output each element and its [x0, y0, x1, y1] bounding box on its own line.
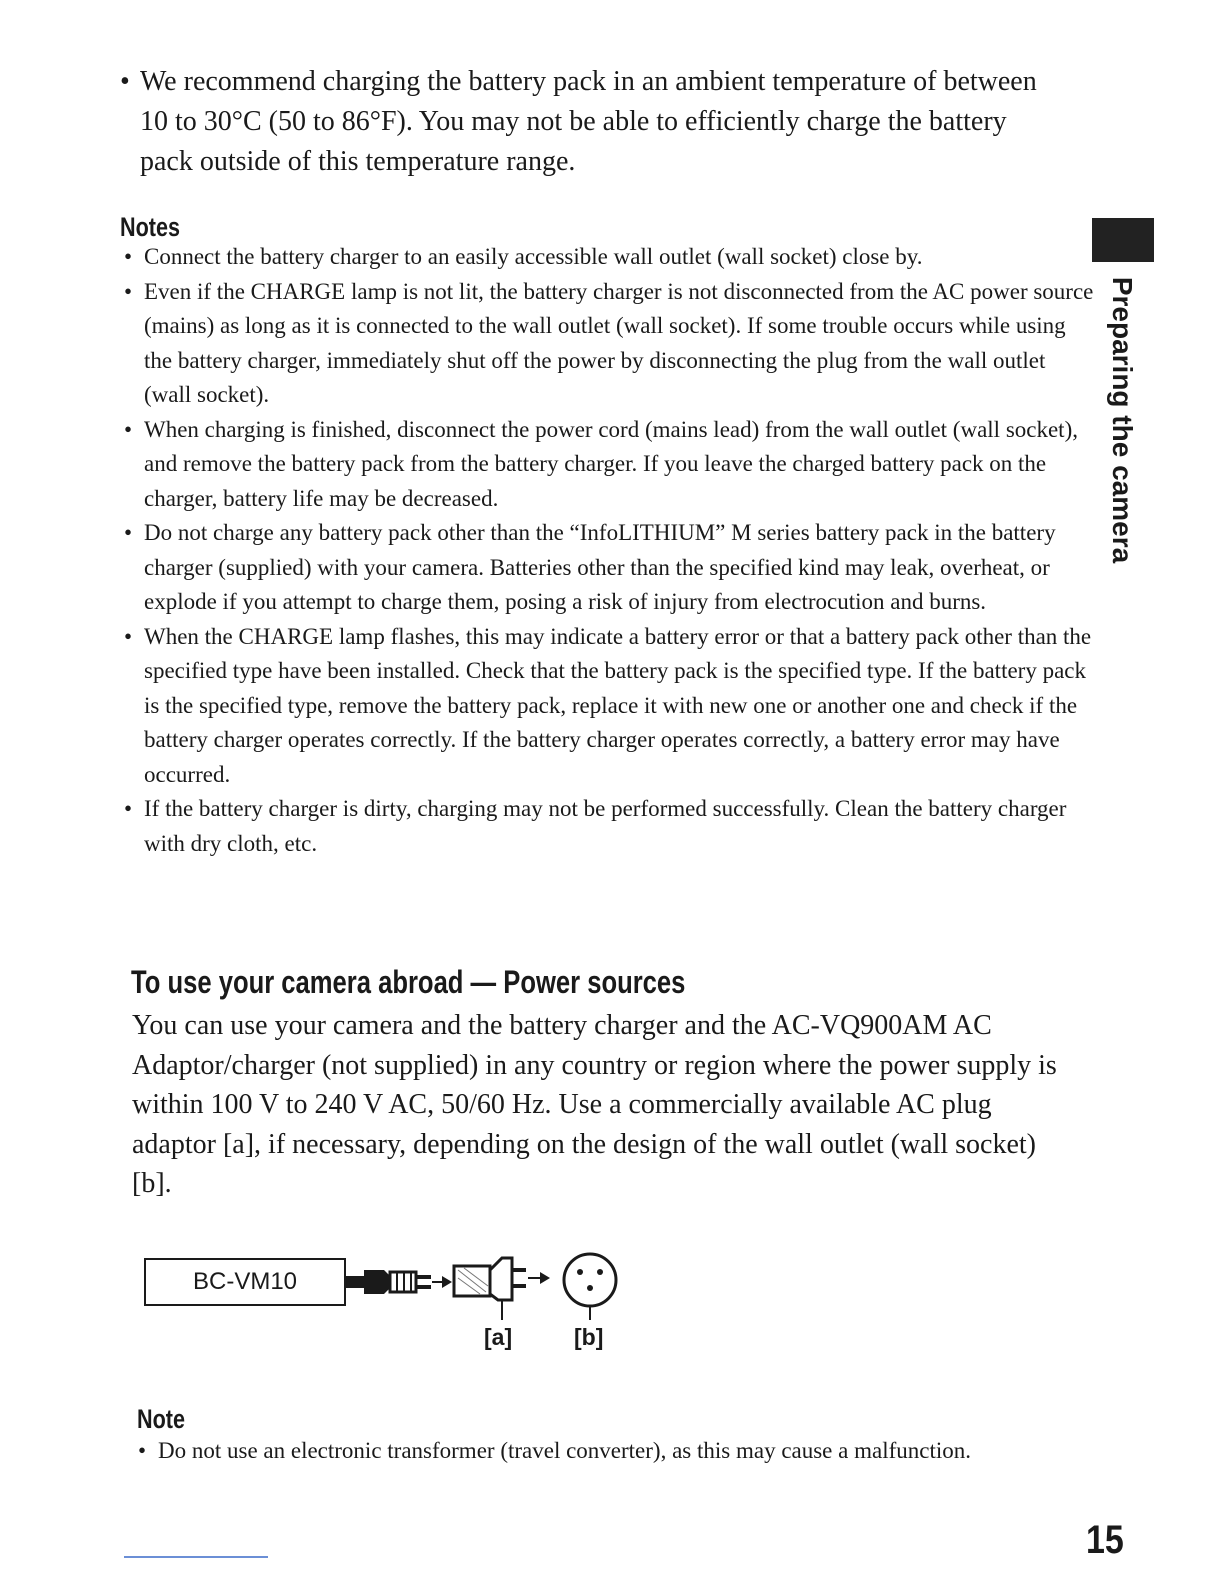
notes-item: • If the battery charger is dirty, charging may not be performed successfully. Clean the battery charger with dry cloth, etc.	[120, 792, 1095, 861]
arrow-icon	[528, 1272, 550, 1284]
label-b: [b]	[574, 1324, 604, 1350]
section-heading-abroad: To use your camera abroad — Power sources	[131, 964, 686, 1000]
notes-heading: Notes	[120, 212, 181, 242]
label-a: [a]	[484, 1324, 513, 1350]
notes-item: • Connect the battery charger to an easily accessible wall outlet (wall socket) close by.	[120, 240, 1095, 275]
page-number: 15	[1086, 1518, 1124, 1562]
notes-list	[120, 240, 1095, 861]
charger-model-box: BC-VM10	[144, 1258, 346, 1306]
intro-bullet-list	[116, 62, 1066, 182]
notes-item: • When the CHARGE lamp flashes, this may indicate a battery error or that a battery pack other than the specified type have been installed. Check that the battery pack is the specified type. If the battery pack is the specified type, remove the battery pack, replace it with new one or another one and check if the battery charger operates correctly. If the battery charger operates correctly, a battery error may have occurred.	[120, 620, 1095, 793]
power-adaptor-diagram	[140, 1248, 640, 1368]
arrow-icon	[432, 1276, 452, 1288]
note-heading: Note	[137, 1404, 185, 1434]
section-body-abroad: You can use your camera and the battery charger and the AC-VQ900AM AC Adaptor/charger (not supplied) in any country or region where the power supply is within 100 V to 240 V AC, 50/60 Hz. Use a commercially available AC plug adaptor [a], if necessary, depending on the design of the wall outlet (wall socket) [b].	[132, 1010, 1057, 1199]
plug-chain-illustration	[140, 1248, 640, 1368]
chapter-side-label: Preparing the camera	[1107, 276, 1138, 564]
wall-socket-icon	[564, 1254, 616, 1320]
intro-bullet: • We recommend charging the battery pack in an ambient temperature of between 10 to 30°C (50 to 86°F). You may not be able to efficiently charge the battery pack outside of this temperature range.	[116, 62, 1066, 182]
chapter-tab-marker	[1092, 218, 1154, 262]
footer-rule	[124, 1556, 268, 1558]
notes-item: • When charging is finished, disconnect the power cord (mains lead) from the wall outlet (wall socket), and remove the battery pack from the battery charger. If you leave the charged battery pack on the charger, battery life may be decreased.	[120, 413, 1095, 517]
charger-plug-icon	[346, 1270, 431, 1294]
notes-item: • Even if the CHARGE lamp is not lit, the battery charger is not disconnected from the AC power source (mains) as long as it is connected to the wall outlet (wall socket). If some trouble occurs while using the battery charger, immediately shut off the power by disconnecting the plug from the wall outlet (wall socket).	[120, 275, 1095, 413]
notes-item: • Do not charge any battery pack other than the “InfoLITHIUM” M series battery pack in the battery charger (supplied) with your camera. Batteries other than the specified kind may leak, overheat, or explode if you attempt to charge them, posing a risk of injury from electrocution and burns.	[120, 516, 1095, 620]
note-item: • Do not use an electronic transformer (travel converter), as this may cause a malfunction.	[134, 1432, 1034, 1470]
plug-adaptor-icon	[454, 1258, 526, 1320]
note-list	[134, 1432, 1034, 1470]
